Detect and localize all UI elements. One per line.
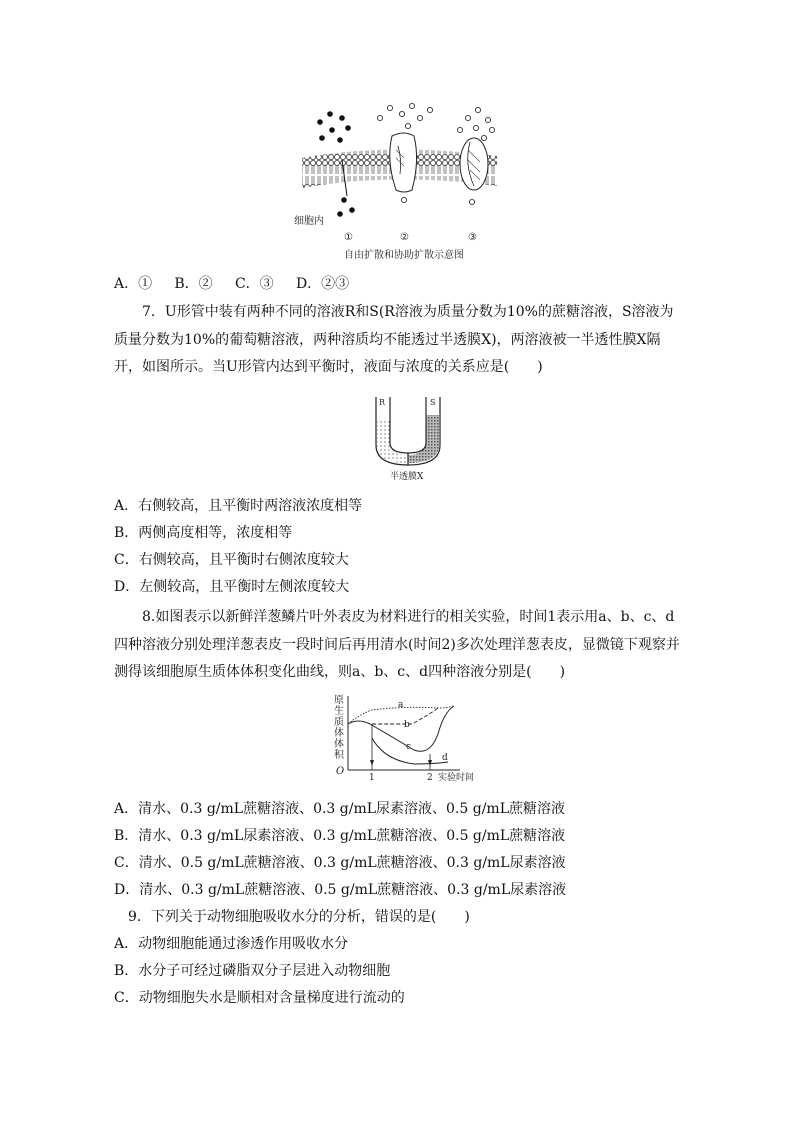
curve-label-a: a [398,700,404,710]
marker-3: ③ [468,232,477,243]
q8-option-d: D．清水、0.3 g/mL蔗糖溶液、0.5 g/mL蔗糖溶液、0.3 g/mL尿素溶液 [114,882,567,898]
q6-option-c: C．③ [234,276,274,292]
q7-option-d: D．左侧较高，且平衡时左侧浓度较大 [114,579,350,595]
curve-label-b: b [404,720,410,730]
y-label-char: 积 [334,750,344,761]
y-axis-label [334,694,345,761]
y-label-char: 质 [334,717,344,728]
curve-label-d: d [442,753,448,763]
u-tube-figure [368,393,448,483]
q7-stem: 7．U形管中装有两种不同的溶液R和S(R溶液为质量分数为10%的蔗糖溶液，S溶液为质量分数为10%的葡萄糖溶液，两种溶质均不能透过半透膜X)，两溶液被一半透性膜X隔开，如图所示。当U形管内达到平衡时，液面与浓度的关系应是( ) [114,304,674,375]
membrane-diffusion-figure [292,100,502,265]
curve-label-c: c [406,742,412,752]
y-label-char: 原 [334,695,344,706]
x-axis-label: 实验时间 [438,773,475,783]
q6-options [114,274,349,294]
y-label-char: 生 [334,706,344,717]
label-r: R [379,398,386,407]
q8-stem: 8.如图表示以新鲜洋葱鳞片叶外表皮为材料进行的相关实验，时间1表示用a、b、c、d四种溶液分别处理洋葱表皮一段时间后再用清水(时间2)多次处理洋葱表皮，显微镜下观察并测得该细胞原生质体体积变化曲线，则a、b、c、d四种溶液分别是( ) [114,609,680,680]
carrier-protein [460,138,488,190]
label-inside-cell: 细胞内 [294,216,324,227]
q7-option-b: B．两侧高度相等，浓度相等 [114,525,293,541]
marker-1: ① [344,232,353,243]
q6-option-b: B．② [174,276,213,292]
q9-option-c: C．动物细胞失水是顺相对含量梯度进行流动的 [114,990,405,1006]
tick-1: 1 [369,773,375,783]
marker-2: ② [400,232,409,243]
origin-label: O [336,766,345,777]
y-label-char: 体 [334,739,344,750]
label-s: S [430,398,436,407]
q8-option-c: C．清水、0.5 g/mL蔗糖溶液、0.3 g/mL蔗糖溶液、0.3 g/mL尿素溶液 [114,855,566,871]
channel-protein [390,133,417,192]
q8-option-b: B．清水、0.3 g/mL尿素溶液、0.3 g/mL蔗糖溶液、0.5 g/mL蔗糖溶液 [114,828,566,844]
q6-option-a: A．① [114,276,153,292]
q6-option-d: D．②③ [295,276,350,292]
q8-option-a: A．清水、0.3 g/mL蔗糖溶液、0.3 g/mL尿素溶液、0.5 g/mL蔗糖溶液 [114,801,566,817]
y-label-char: 体 [334,728,344,739]
q9-option-b: B．水分子可经过磷脂双分子层进入动物细胞 [114,963,391,979]
figure-caption: 自由扩散和协助扩散示意图 [344,250,464,261]
q9-stem: 9．下列关于动物细胞吸收水分的分析，错误的是( ) [128,909,470,925]
tick-2: 2 [427,773,433,783]
q9-option-a: A．动物细胞能通过渗透作用吸收水分 [114,936,349,952]
membrane-x-label: 半透膜X [390,472,424,482]
curve-c [348,706,454,751]
protoplast-volume-chart [334,694,484,786]
q7-option-c: C．右侧较高，且平衡时右侧浓度较大 [114,552,349,568]
q7-option-a: A．右侧较高，且平衡时两溶液浓度相等 [114,498,363,514]
